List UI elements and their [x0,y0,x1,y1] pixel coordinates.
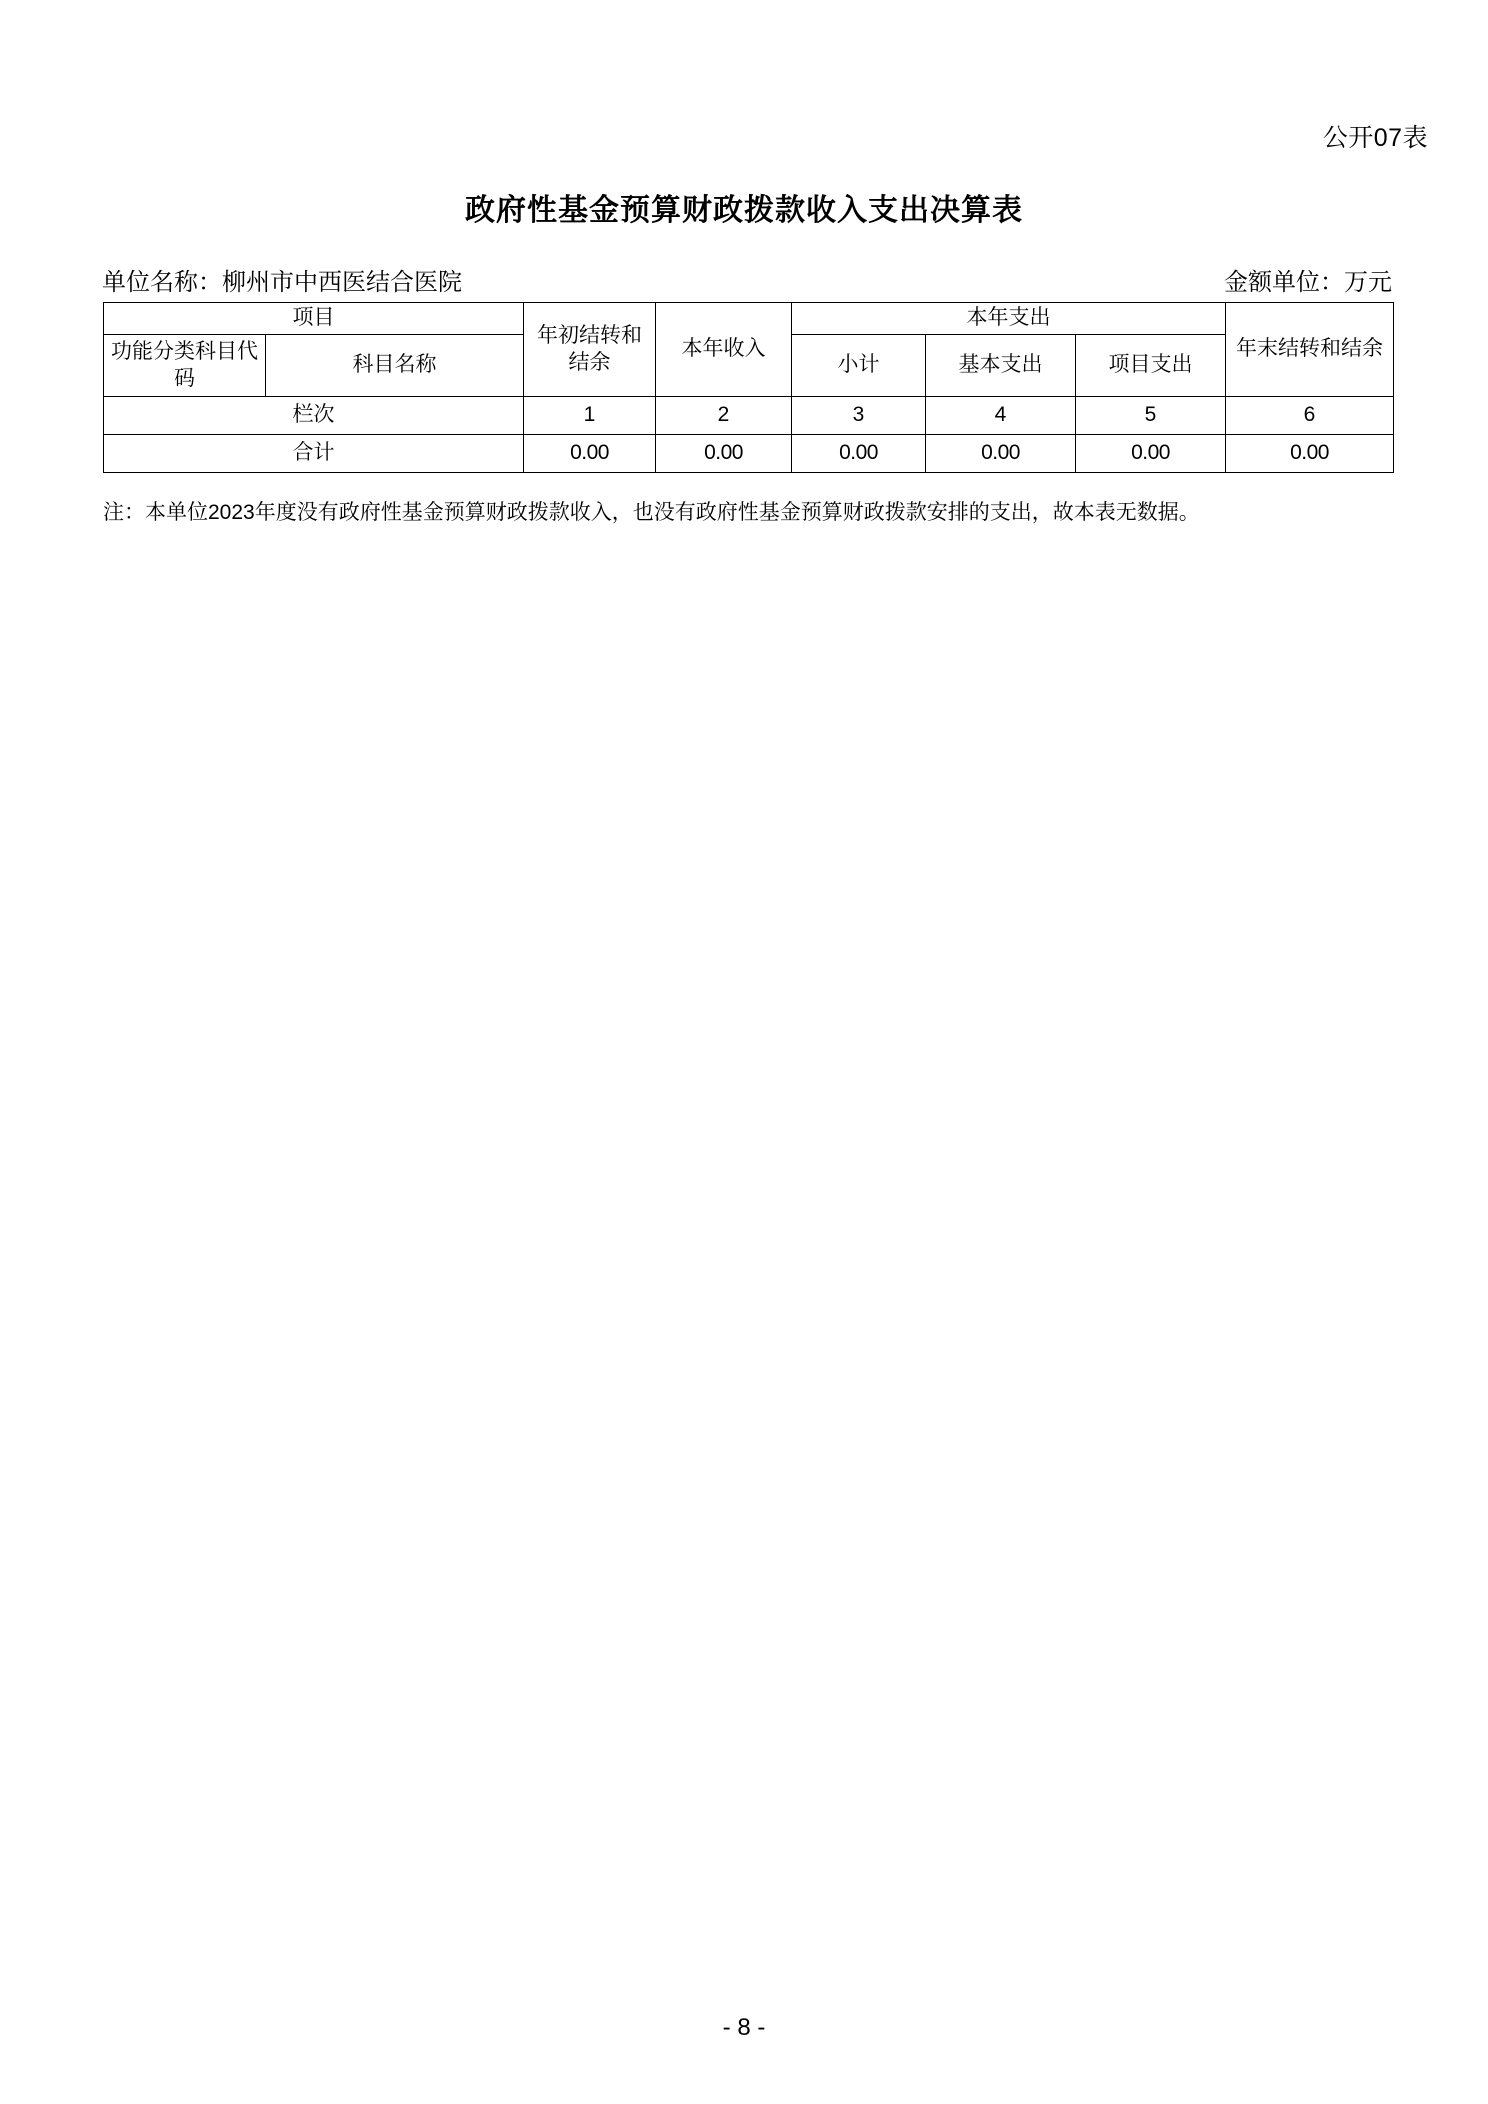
page-number: - 8 - [722,2014,766,2041]
group-header-item: 项目 [104,303,524,335]
col-header-subtotal: 小计 [792,335,926,397]
column-index-4: 4 [926,397,1076,435]
amount-unit: 金额单位：万元 [1224,269,1392,296]
col-header-begin-balance: 年初结转和结余 [524,303,656,397]
unit-name: 单位名称：柳州市中西医结合医院 [102,269,462,296]
col-header-subject-name: 科目名称 [266,335,524,397]
total-basic-expense: 0.00 [926,435,1076,473]
column-index-label: 栏次 [104,397,524,435]
col-header-func-code: 功能分类科目代码 [104,335,266,397]
column-index-3: 3 [792,397,926,435]
meta-row [102,262,1392,297]
col-header-project-expense: 项目支出 [1076,335,1226,397]
table-note: 注：本单位2023年度没有政府性基金预算财政拨款收入，也没有政府性基金预算财政拨款安排的支出，故本表无数据。 [103,501,1200,524]
column-index-1: 1 [524,397,656,435]
column-index-2: 2 [656,397,792,435]
col-header-end-balance: 年末结转和结余 [1226,303,1394,397]
total-subtotal: 0.00 [792,435,926,473]
column-index-6: 6 [1226,397,1394,435]
group-header-expense: 本年支出 [792,303,1226,335]
col-header-basic-expense: 基本支出 [926,335,1076,397]
table-row [104,435,1394,473]
total-project-expense: 0.00 [1076,435,1226,473]
column-index-5: 5 [1076,397,1226,435]
budget-table [103,302,1394,473]
col-header-year-income: 本年收入 [656,303,792,397]
page-title: 政府性基金预算财政拨款收入支出决算表 [465,194,1023,227]
table-row-column-index [104,397,1394,435]
total-end-balance: 0.00 [1226,435,1394,473]
total-year-income: 0.00 [656,435,792,473]
table-header-row-groups [104,303,1394,335]
total-begin-balance: 0.00 [524,435,656,473]
sheet-label: 公开07表 [1322,124,1428,152]
total-label: 合计 [104,435,524,473]
